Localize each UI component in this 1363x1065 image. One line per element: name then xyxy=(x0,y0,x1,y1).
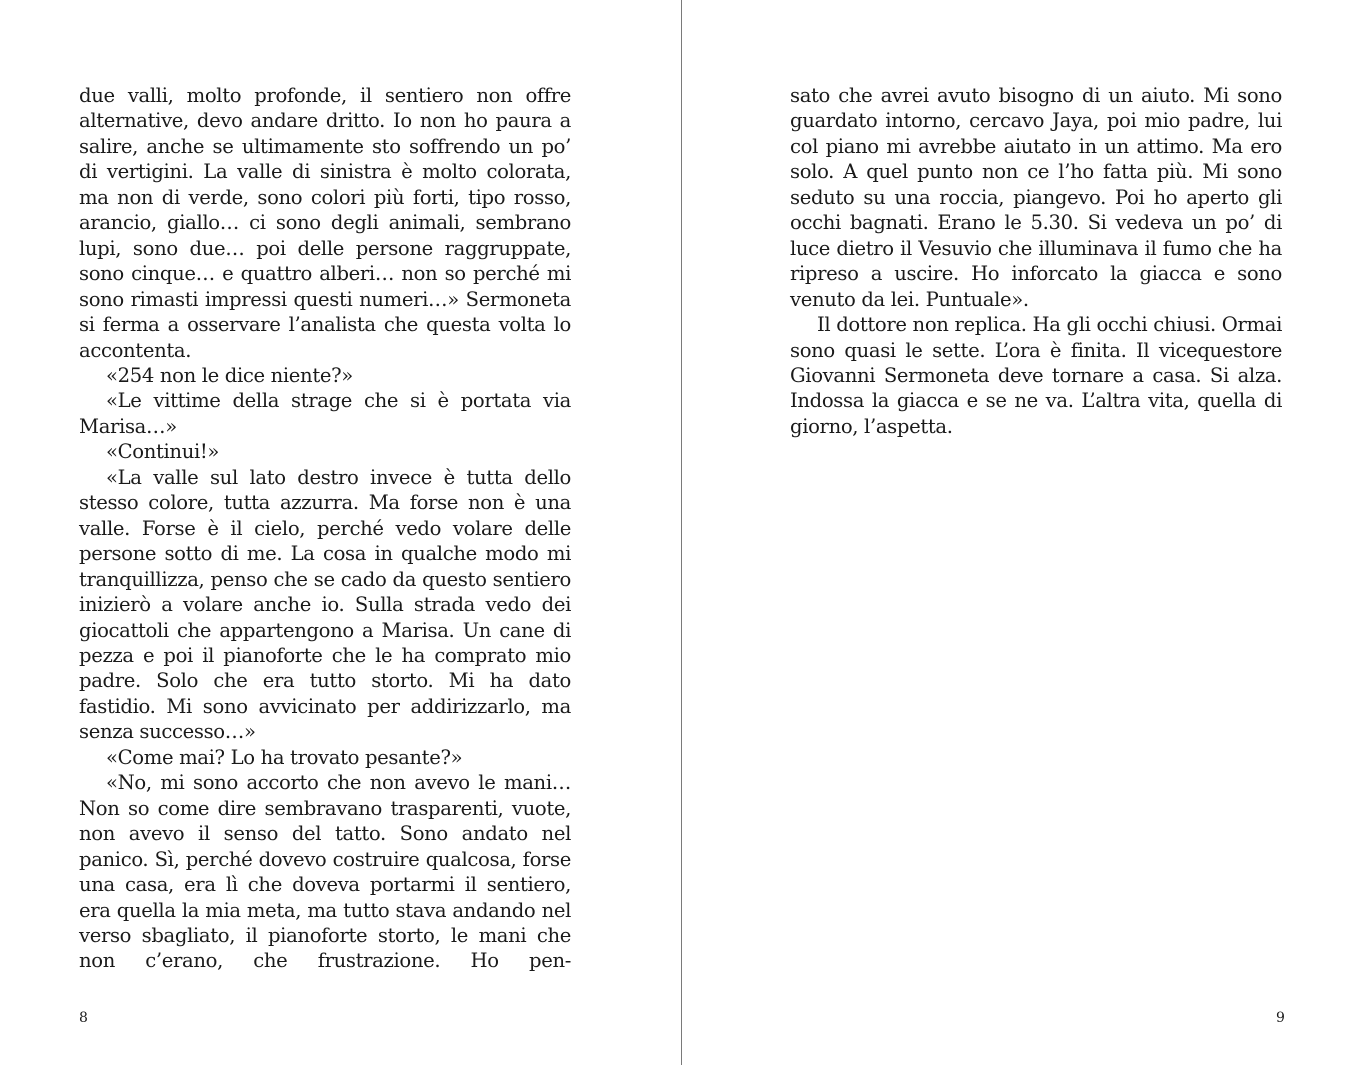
paragraph: «Come mai? Lo ha trovato pesante?» xyxy=(106,745,463,769)
paragraph: Il dottore non replica. Ha gli occhi chiusi. Ormai sono quasi le sette. L’ora è finita. Il vicequestore Giovanni Sermoneta deve tornare a casa. Si alza. Indossa la giacca e se ne va. L’altra vita, quella di giorno, l’aspetta. xyxy=(790,313,1282,438)
paragraph: «La valle sul lato destro invece è tutta dello stesso colore, tutta azzurra. Ma forse non è una valle. Forse è il cielo, perché vedo volare delle persone sotto di me. La cosa in qualche modo mi tranquillizza, penso che se cado da questo sentiero inizierò a volare anche io. Sulla strada vedo dei giocattoli che appartengono a Marisa. Un cane di pezza e poi il pianoforte che le ha comprato mio padre. Solo che era tutto storto. Mi ha dato fastidio. Mi sono avvicinato per addirizzarlo, ma senza successo…» xyxy=(79,465,571,744)
paragraph: due valli, molto profonde, il sentiero non offre alternative, devo andare dritto. Io non ho paura a salire, anche se ultimamente sto soffrendo un po’ di vertigini. La valle di sinistra è molto colorata, ma non di verde, sono colori più forti, tipo rosso, arancio, giallo… ci sono degli animali, sembrano lupi, sono due… poi delle persone raggruppate, sono cinque… e quattro alberi… non so perché mi sono rimasti impressi questi numeri…» Sermoneta si ferma a osservare l’analista che questa volta lo accontenta. xyxy=(79,84,571,362)
paragraph: «254 non le dice niente?» xyxy=(106,363,353,387)
paragraph: «Le vittime della strage che si è portata via Marisa…» xyxy=(79,389,571,438)
left-page-text xyxy=(79,83,571,974)
paragraph: «Continui!» xyxy=(106,440,220,464)
right-page xyxy=(682,0,1363,1065)
paragraph: «No, mi sono accorto che non avevo le mani… Non so come dire sembravano trasparenti, vuote, non avevo il senso del tatto. Sono andato nel panico. Sì, perché dovevo costruire qualcosa, forse una casa, era lì che doveva portarmi il sentiero, era quella la mia meta, ma tutto stava andando nel verso sbagliato, il pianoforte storto, le mani che non c’erano, che frustrazione. Ho pen- xyxy=(79,771,571,973)
left-page xyxy=(0,0,681,1065)
paragraph: sato che avrei avuto bisogno di un aiuto. Mi sono guardato intorno, cercavo Jaya, poi mio padre, lui col piano mi avrebbe aiutato in un attimo. Ma ero solo. A quel punto non ce l’ho fatta più. Mi sono seduto su una roccia, piangevo. Poi ho aperto gli occhi bagnati. Erano le 5.30. Si vedeva un po’ di luce dietro il Vesuvio che illuminava il fumo che ha ripreso a uscire. Ho inforcato la giacca e sono venuto da lei. Puntuale». xyxy=(790,84,1282,311)
page-number-right: 9 xyxy=(1276,1010,1285,1026)
right-page-text xyxy=(790,83,1282,439)
page-number-left: 8 xyxy=(79,1010,88,1026)
